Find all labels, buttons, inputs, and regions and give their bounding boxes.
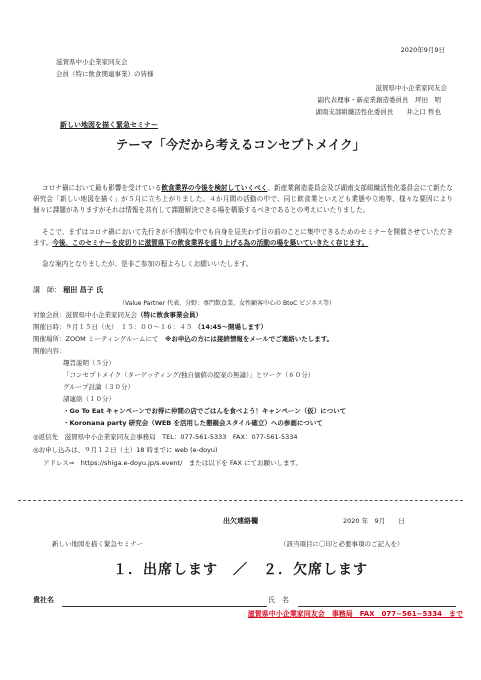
lecturer-profile: （Value Partner 代表、分野：専門飲食業、女性顧客中心の BtoC ビジネス等） — [119, 300, 336, 307]
company-label: 貴社名 — [33, 596, 54, 604]
attendance-options[interactable]: １．出席します ／ ２．欠席します — [113, 562, 368, 578]
program-item: グループ討論（３０分） — [63, 383, 134, 391]
document-date: 2020年9月9日 — [400, 46, 445, 54]
audience: 対象会員：滋賀県中小企業家同友会（特に飲食事業会員） — [33, 311, 202, 319]
form-event-name: 新しい地図を描く緊急セミナー — [52, 540, 143, 548]
purpose-paragraph: そこで、まずはコロナ禍において先行きが不透明な中でも自身を見失わず目の前のことに集中できるためのセミナーを開催させていただきます。今後、このセミナーを皮切りに滋賀県下の飲食業界を盛り上げる為の活動の場を築いていきたく存じます。 — [33, 228, 453, 247]
reply-contact: ◎返信先 滋賀県中小企業家同友会事務局 TEL：077-561-5333 FAX：077-561-5334 — [33, 433, 298, 441]
closing-paragraph: 急な案内となりましたが、是非ご参加の程よろしくお願いいたします。 — [42, 260, 253, 268]
application-address: アドレス⇒ https://shiga.e-doyu.jp/s.event/ または以下を FAX にてお願いします。 — [43, 459, 302, 467]
cut-line — [18, 500, 463, 501]
seminar-subtitle: 新しい地図を描く緊急セミナー — [60, 121, 158, 129]
form-title: 出欠連絡欄 — [223, 517, 258, 525]
recipient-members: 会員（特に飲食関連事業）の皆様 — [56, 70, 154, 78]
name-label: 氏 名 — [268, 596, 289, 604]
sender-line-2: 湖南支部組織活性化委員長 井之口 哲也 — [315, 108, 441, 116]
program-bullet: ・Koronana party 研究会（WEB を活用した懇親会スタイル確立）への参画について — [63, 419, 323, 427]
intro-paragraph: コロナ禍において最も影響を受けている飲食業界の今後を検討していくべく、新産業創造委員会及び湖南支部組織活性化委員会にて新たな研究会「新しい地図を描く」が５月に立ち上がりました。４か月間の活動の中で、同じ飲食業といえども業態や立地等、様々な要因により個々に課題がありますがそれは情報を共有して課題解決できる場を構築するべきであるとの考えにいたりました。 — [33, 184, 454, 214]
datetime: 開催日時：９月１５日（火） １５：００〜１６：４５ （14:45〜開場します） — [33, 323, 268, 331]
form-instruction: （該当項目に〇印と必要事項のご記入を） — [280, 540, 404, 548]
program-item: 「コンセプトメイク（ターゲッティング/独自価値の提案の無論）」とワーク（６０分） — [63, 371, 315, 379]
fax-instruction: 滋賀県中小企業家同友会 事務局 FAX 077−561−5334 まで — [247, 610, 463, 618]
company-field[interactable] — [62, 606, 267, 607]
name-field[interactable] — [298, 606, 456, 607]
form-date: 2020 年 9月 日 — [343, 517, 405, 525]
sender-org: 滋賀県中小企業家同友会 — [375, 84, 447, 92]
program-item: 諸連絡（１０分） — [63, 395, 115, 403]
venue: 開催場所：ZOOM ミーティングルームにて ※お申込の方には接続情報をメールでご連絡いたします。 — [33, 335, 334, 343]
lecturer: 講 師： 稲田 昌子 氏 — [33, 286, 104, 294]
application-deadline: ◎お申し込みは、９月１２日（土）18 時までに web (e-doyu) — [33, 446, 218, 454]
recipient-org: 滋賀県中小企業家同友会 — [56, 58, 128, 66]
seminar-title: テーマ「今だから考えるコンセプトメイク」 — [115, 137, 366, 152]
program-item: 趣旨説明（５分） — [63, 359, 115, 367]
sender-line-1: 副代表理事・新産業創造委員長 坪田 明 — [317, 96, 441, 104]
program-label: 開催内容： — [33, 347, 66, 355]
program-bullet: ・Go To Eat キャンペーンでお得に仲間の店でごはんを食べよう！キャンペーン（仮）について — [63, 407, 347, 415]
